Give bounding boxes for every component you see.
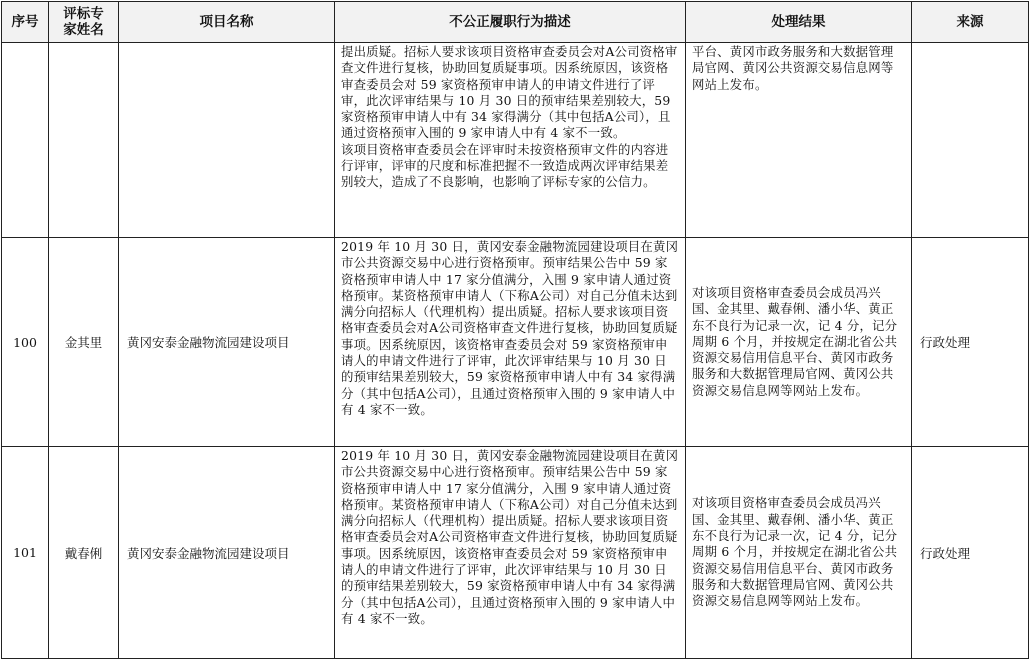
header-result: 处理结果 bbox=[686, 2, 912, 43]
table-row bbox=[2, 43, 1029, 238]
header-expert-label: 评标专家姓名 bbox=[63, 6, 104, 38]
project-cell: 黄冈安泰金融物流园建设项目 bbox=[119, 447, 335, 659]
source-cell bbox=[912, 43, 1029, 238]
description-paragraph: 2019 年 10 月 30 日，黄冈安泰金融物流园建设项目在黄冈市公共资源交易中心进行资格预审。预审结果公告中 59 家资格预审申请人中 17 家分值满分，入围 9 家申请人通过资格预审。某资格预审申请人（下称A公司）对自己分值未达到满分向招标人（代理机构）提出质疑。招标人要求该项目资格审查委员会对A公司资格审查文件进行复核，协助回复质疑事项。因系统原因，该资格审查委员会对 59 家资格预审申请人的申请文件进行了评审，此次评审结果与 10 月 30 日的预审结果差别较大，59 家资格预审申请人中有 34 家得满分（其中包括A公司），且通过资格预审入围的 9 家申请人中有 4 家不一致。 bbox=[341, 239, 679, 417]
result-cell bbox=[686, 447, 912, 659]
header-description: 不公正履职行为描述 bbox=[335, 2, 686, 43]
table-row bbox=[2, 447, 1029, 659]
description-cell bbox=[335, 43, 686, 238]
header-expert bbox=[49, 2, 119, 43]
seq-cell bbox=[2, 43, 49, 238]
source-cell: 行政处理 bbox=[912, 238, 1029, 447]
result-cell bbox=[686, 43, 912, 238]
expert-cell: 金其里 bbox=[49, 238, 119, 447]
project-cell: 黄冈安泰金融物流园建设项目 bbox=[119, 238, 335, 447]
description-cell bbox=[335, 447, 686, 659]
table-row bbox=[2, 238, 1029, 447]
header-source: 来源 bbox=[912, 2, 1029, 43]
result-text: 对该项目资格审查委员会成员冯兴国、金其里、戴春俐、潘小华、黄正东不良行为记录一次，记 4 分，记分周期 6 个月，并按规定在湖北省公共资源交易信用信息平台、黄冈市政务服务和大数据管理局官网、黄冈公共资源交易信息网等网站上发布。 bbox=[692, 284, 898, 398]
result-text: 对该项目资格审查委员会成员冯兴国、金其里、戴春俐、潘小华、黄正东不良行为记录一次，记 4 分，记分周期 6 个月，并按规定在湖北省公共资源交易信用信息平台、黄冈市政务服务和大数据管理局官网、黄冈公共资源交易信息网等网站上发布。 bbox=[692, 495, 898, 609]
header-project: 项目名称 bbox=[119, 2, 335, 43]
source-cell: 行政处理 bbox=[912, 447, 1029, 659]
result-text: 平台、黄冈市政务服务和大数据管理局官网、黄冈公共资源交易信息网等网站上发布。 bbox=[692, 44, 894, 92]
expert-cell: 戴春俐 bbox=[49, 447, 119, 659]
result-cell bbox=[686, 238, 912, 447]
description-paragraph: 该项目资格审查委员会在评审时未按资格预审文件的内容进行评审，评审的尺度和标准把握不一致造成两次评审结果差别较大，造成了不良影响，也影响了评标专家的公信力。 bbox=[341, 141, 669, 190]
project-cell bbox=[119, 43, 335, 238]
description-cell bbox=[335, 238, 686, 447]
header-seq: 序号 bbox=[2, 2, 49, 43]
seq-cell: 101 bbox=[2, 447, 49, 659]
seq-cell: 100 bbox=[2, 238, 49, 447]
expert-cell bbox=[49, 43, 119, 238]
penalty-table bbox=[1, 1, 1029, 659]
description-paragraph: 提出质疑。招标人要求该项目资格审查委员会对A公司资格审查文件进行复核，协助回复质疑事项。因系统原因，该资格审查委员会对 59 家资格预审申请人的申请文件进行了评审，此次评审结果与 10 月 30 日的预审结果差别较大，59 家资格预审申请人中有 34 家得满分（其中包括A公司），且通过资格预审入围的 9 家申请人中有 4 家不一致。 bbox=[341, 44, 678, 141]
header-row bbox=[2, 2, 1029, 43]
description-paragraph: 2019 年 10 月 30 日，黄冈安泰金融物流园建设项目在黄冈市公共资源交易中心进行资格预审。预审结果公告中 59 家资格预审申请人中 17 家分值满分，入围 9 家申请人通过资格预审。某资格预审申请人（下称A公司）对自己分值未达到满分向招标人（代理机构）提出质疑。招标人要求该项目资格审查委员会对A公司资格审查文件进行复核，协助回复质疑事项。因系统原因，该资格审查委员会对 59 家资格预审申请人的申请文件进行了评审，此次评审结果与 10 月 30 日的预审结果差别较大，59 家资格预审申请人中有 34 家得满分（其中包括A公司），且通过资格预审入围的 9 家申请人中有 4 家不一致。 bbox=[341, 448, 679, 626]
